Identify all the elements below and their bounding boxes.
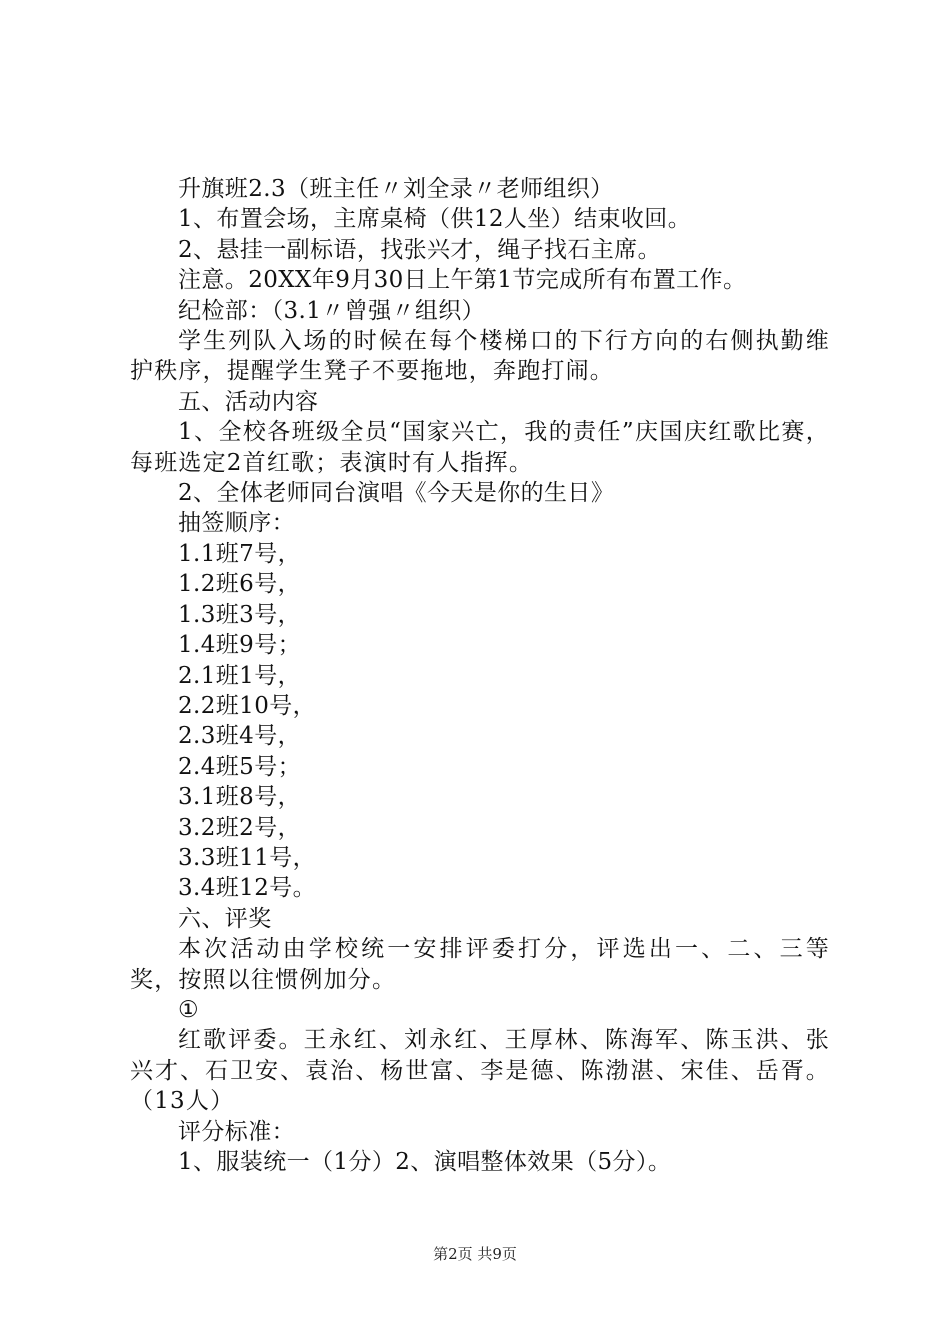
paragraph: 1、服装统一（1分）2、演唱整体效果（5分）。 [178, 1149, 672, 1175]
paragraph: 1、全校各班级全员“国家兴亡，我的责任”庆国庆红歌比赛，每班选定2首红歌；表演时有人指挥。 [130, 419, 830, 476]
list-item: 1.1班7号， [178, 540, 302, 567]
list-item: 3.3班11号， [178, 844, 317, 871]
paragraph: 评分标准： [178, 1118, 295, 1145]
paragraph: 学生列队入场的时候在每个楼梯口的下行方向的右侧执勤维护秩序，提醒学生凳子不要拖地，奔跑打闹。 [130, 328, 830, 385]
list-item: 2.4班5号； [178, 753, 302, 780]
paragraph: 注意。20XX年9月30日上午第1节完成所有布置工作。 [178, 267, 747, 294]
section-heading: 六、评奖 [178, 905, 272, 932]
document-body [130, 174, 830, 1177]
paragraph: 2、全体老师同台演唱《今天是你的生日》 [178, 480, 615, 507]
paragraph: ① [178, 996, 200, 1023]
list-item: 1.4班9号； [178, 632, 302, 659]
paragraph: 升旗班2.3（班主任〃刘全录〃老师组织） [178, 176, 614, 202]
paragraph: 本次活动由学校统一安排评委打分，评选出一、二、三等奖，按照以往惯例加分。 [130, 936, 830, 993]
page-number-footer: 第2页 共9页 [433, 1245, 517, 1263]
list-item: 1.3班3号， [178, 601, 302, 628]
paragraph: 1、布置会场，主席桌椅（供12人坐）结束收回。 [178, 206, 692, 233]
paragraph: 红歌评委。王永红、刘永红、王厚林、陈海军、陈玉洪、张兴才、石卫安、袁治、杨世富、李是德、陈渤湛、宋佳、岳胥。（13人） [130, 1027, 830, 1115]
list-item: 2.3班4号， [178, 723, 302, 750]
list-item: 2.1班1号， [178, 662, 302, 689]
list-item: 3.2班2号， [178, 814, 302, 841]
list-item: 3.1班8号， [178, 784, 302, 811]
paragraph: 纪检部：（3.1〃曾强〃组织） [178, 297, 486, 324]
paragraph: 2、悬挂一副标语，找张兴才，绳子找石主席。 [178, 236, 662, 263]
list-item: 2.2班10号， [178, 692, 317, 719]
list-item: 3.4班12号。 [178, 875, 317, 902]
list-item: 1.2班6号， [178, 571, 302, 598]
paragraph: 抽签顺序： [178, 510, 295, 537]
section-heading: 五、活动内容 [178, 388, 319, 415]
